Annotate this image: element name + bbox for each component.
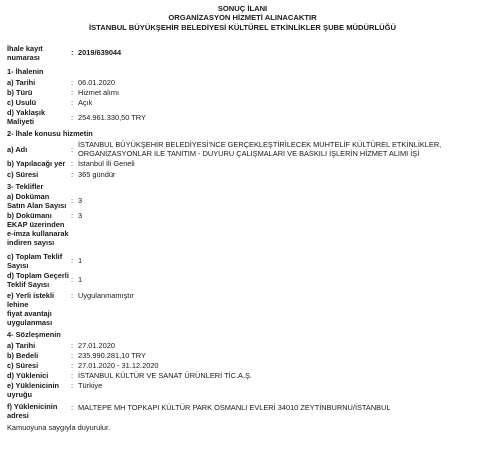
- yapilacagi-yer-label: b) Yapılacağı yer: [7, 159, 66, 168]
- yuklenici-value: İSTANBUL KÜLTÜR VE SANAT ÜRÜNLERİ TİC.A.Ş.: [78, 371, 252, 380]
- kayit-label: İhale kayıt numarası: [7, 44, 43, 63]
- sozlesme-suresi-value: 27.01.2020 - 31.12.2020: [78, 361, 159, 370]
- section-sozlesme-title: 4- Sözleşmenin: [7, 330, 61, 339]
- yuklenici-adres-label: f) Yüklenicinin adresi: [7, 402, 58, 421]
- toplam-teklif-label: c) Toplam Teklif Sayısı: [7, 252, 63, 271]
- maliyet-label: d) Yaklaşık Maliyeti: [7, 108, 46, 127]
- section-teklifler-title: 3- Teklifler: [7, 182, 44, 191]
- hizmet-suresi-label: c) Süresi: [7, 170, 39, 179]
- announcement-page: SONUÇ İLANI ORGANİZASYON HİZMETİ ALINACAKTIR İSTANBUL BÜYÜKŞEHİR BELEDİYESİ KÜLTÜREL ETKİNLİKLER ŞUBE MÜDÜRLÜĞÜ İhale kayıt numarası : 2019/639044 1- İhalenin a) Tarihi : 06.01.2020 b) Türü : Hizmet alımı c) Usulü : Açık d) Yaklaşık Maliyeti : 254.961.330,50 TRY 2- İhale konusu hizmetin a) Adı : İSTANBUL BÜYÜKŞEHİR BELEDİYESİ'NCE GERÇEKLEŞTİRİLECEK MUHTELİF KÜLTÜREL ETKİNLİKLER, ORGANİZASYONLAR İLE TANITIM - DUYURU ÇALIŞMALARI VE BASKILI İŞLERİN HİZMET ALIMI İŞİ b) Yapılacağı yer : İstanbul İli Geneli c) Süresi : 365 gündür 3- Teklifler a) Doküman Satın Alan Sayısı : 3 b) Dokümanı EKAP üzerinden e-imza kullanarak indiren sayısı : 3 c) Toplam Teklif Sayısı : 1 d) Toplam Geçerli Teklif Sayısı : 1 e) Yerli istekli lehine fiyat avantajı uygulanması : Uygulanmamıştır 4- Sözleşmenin a) Tarihi : 27.01.2020 b) Bedeli : 235.990.281,10 TRY c) Süresi : 27.01.2020 - 31.12.2020 d) Yüklenici : İSTANBUL KÜLTÜR VE SANAT ÜRÜNLERİ TİC.A.Ş. e) Yüklenicinin uyruğu : Türkiye f) Yüklenicinin adresi : MALTEPE MH TOPKAPI KÜLTÜR PARK OSMANLI EVLERİ 34010 ZEYTİNBURNU/İSTANBUL Kamuoyuna saygıyla duyurulur.: [0, 0, 485, 450]
- ihale-tarihi-label: a) Tarihi: [7, 78, 36, 87]
- header-title: SONUÇ İLANI: [217, 4, 268, 13]
- ihale-usulu-value: Açık: [78, 98, 93, 107]
- yuklenici-uyruk-value: Türkiye: [78, 381, 103, 390]
- closing-note: Kamuoyuna saygıyla duyurulur.: [7, 423, 111, 432]
- kayit-colon: :: [71, 48, 74, 57]
- ihale-tarihi-value: 06.01.2020: [78, 78, 115, 87]
- header-institution: İSTANBUL BÜYÜKŞEHİR BELEDİYESİ KÜLTÜREL ETKİNLİKLER ŞUBE MÜDÜRLÜĞÜ: [89, 22, 396, 32]
- yuklenici-uyruk-label: e) Yüklenicinin uyruğu: [7, 381, 60, 400]
- maliyet-value: 254.961.330,50 TRY: [78, 113, 146, 122]
- ekap-indiren-label: b) Dokümanı EKAP üzerinden e-imza kullanarak indiren sayısı: [7, 211, 69, 248]
- hizmet-adi-value: İSTANBUL BÜYÜKŞEHİR BELEDİYESİ'NCE GERÇEKLEŞTİRİLECEK MUHTELİF KÜLTÜREL ETKİNLİKLER, ORGANİZASYONLAR İLE TANITIM - DUYURU ÇALIŞMALARI VE BASKILI İŞLERİN HİZMET ALIMI İŞİ: [78, 140, 442, 159]
- section-hizmet-title: 2- İhale konusu hizmetin: [7, 129, 93, 138]
- ihale-turu-value: Hizmet alımı: [78, 88, 120, 97]
- sozlesme-bedeli-value: 235.990.281,10 TRY: [78, 351, 146, 360]
- sozlesme-tarihi-value: 27.01.2020: [78, 341, 115, 350]
- yuklenici-label: d) Yüklenici: [7, 371, 49, 380]
- gecerli-teklif-label: d) Toplam Geçerli Teklif Sayısı: [7, 271, 69, 290]
- fiyat-avantaji-value: Uygulanmamıştır: [78, 291, 134, 300]
- sozlesme-suresi-label: c) Süresi: [7, 361, 39, 370]
- ihale-turu-label: b) Türü: [7, 88, 33, 97]
- hizmet-adi-label: a) Adı: [7, 145, 28, 154]
- header-subtitle: ORGANİZASYON HİZMETİ ALINACAKTIR: [168, 13, 317, 23]
- fiyat-avantaji-label: e) Yerli istekli lehine fiyat avantajı uygulanması: [7, 291, 55, 328]
- ihale-usulu-label: c) Usulü: [7, 98, 37, 107]
- gecerli-teklif-value: 1: [78, 275, 83, 284]
- kayit-value: 2019/639044: [78, 48, 122, 57]
- yuklenici-adres-value: MALTEPE MH TOPKAPI KÜLTÜR PARK OSMANLI EVLERİ 34010 ZEYTİNBURNU/İSTANBUL: [78, 403, 391, 412]
- section-ihale-title: 1- İhalenin: [7, 67, 44, 76]
- dokuman-satin-alan-value: 3: [78, 196, 83, 205]
- hizmet-suresi-value: 365 gündür: [78, 170, 116, 179]
- toplam-teklif-value: 1: [78, 256, 83, 265]
- yapilacagi-yer-value: İstanbul İli Geneli: [78, 159, 135, 168]
- sozlesme-bedeli-label: b) Bedeli: [7, 351, 39, 360]
- announcement-header: [0, 0, 485, 32]
- dokuman-satin-alan-label: a) Doküman Satın Alan Sayısı: [7, 192, 67, 211]
- sozlesme-tarihi-label: a) Tarihi: [7, 341, 36, 350]
- ekap-indiren-value: 3: [78, 211, 83, 220]
